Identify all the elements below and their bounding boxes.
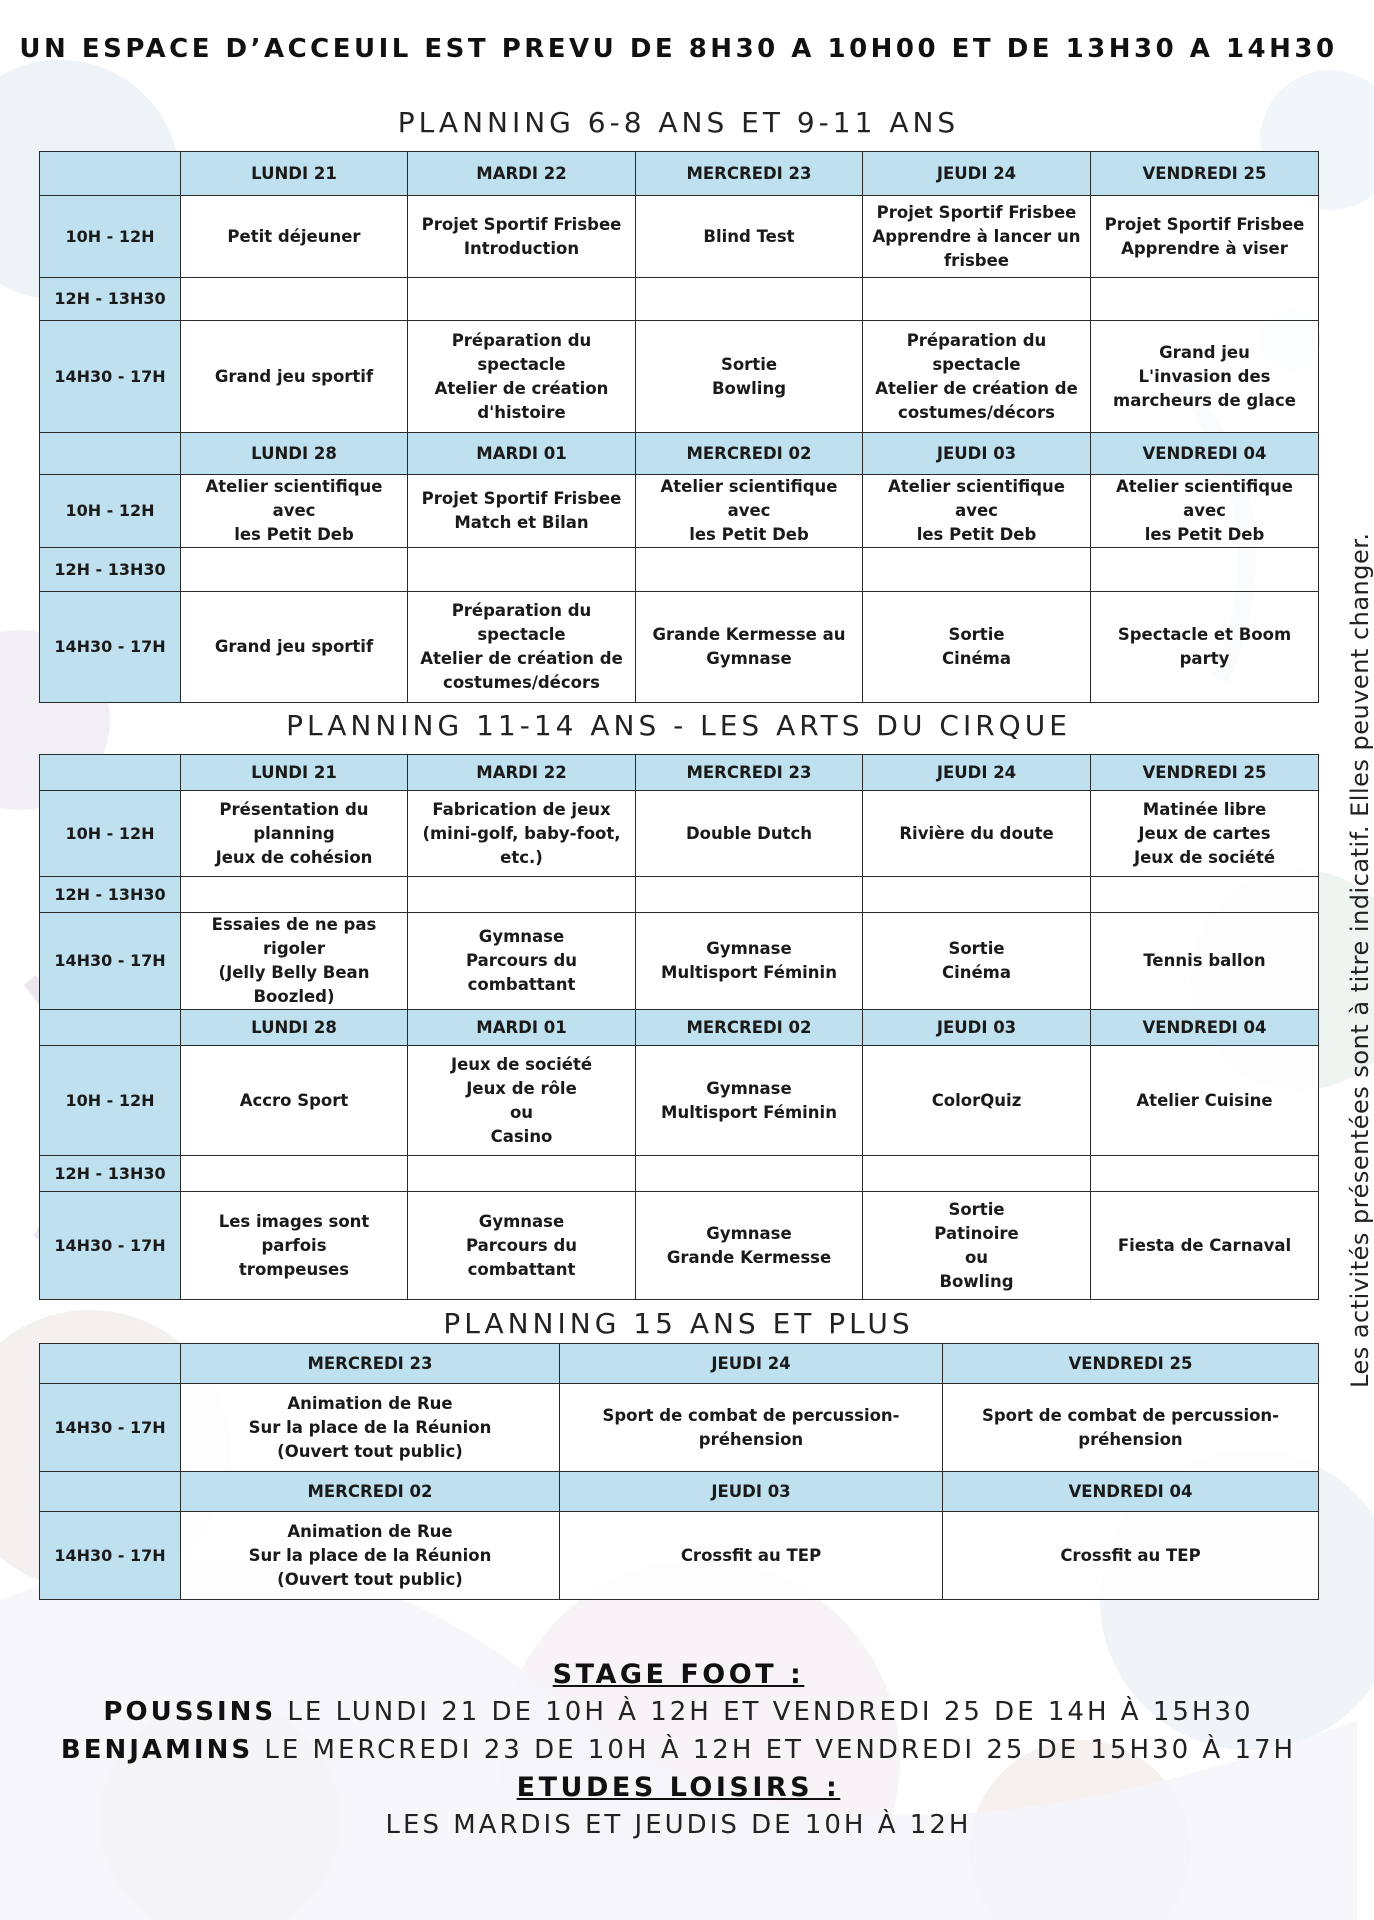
activity-cell: Matinée libre Jeux de cartes Jeux de société [1091, 791, 1319, 877]
time-slot: 12H - 13H30 [40, 548, 181, 592]
planning-6-11-title: PLANNING 6-8 ANS ET 9-11 ANS [397, 106, 960, 139]
activity-cell [636, 278, 863, 321]
activity-cell: Projet Sportif Frisbee Apprendre à lancer un frisbee [863, 196, 1091, 278]
day-header: VENDREDI 04 [1091, 433, 1319, 475]
time-slot: 14H30 - 17H [40, 592, 181, 703]
activity-cell: Projet Sportif Frisbee Introduction [408, 196, 636, 278]
activity-cell: Atelier scientifique avec les Petit Deb [181, 475, 408, 548]
activity-cell: Tennis ballon [1091, 913, 1319, 1010]
day-header: MERCREDI 23 [636, 152, 863, 196]
activity-cell: Sortie Patinoire ou Bowling [863, 1192, 1091, 1300]
activity-cell: Petit déjeuner [181, 196, 408, 278]
activity-cell: Gymnase Grande Kermesse [636, 1192, 863, 1300]
activity-cell [636, 1156, 863, 1192]
day-header: VENDREDI 04 [1091, 1010, 1319, 1046]
etudes-loisirs-title: ETUDES LOISIRS : [516, 1772, 841, 1803]
day-header: JEUDI 03 [560, 1472, 943, 1512]
day-header: MARDI 01 [408, 433, 636, 475]
day-header: JEUDI 03 [863, 433, 1091, 475]
activity-cell: Projet Sportif Frisbee Match et Bilan [408, 475, 636, 548]
day-header: VENDREDI 25 [1091, 152, 1319, 196]
corner-cell [40, 152, 181, 196]
day-header: MERCREDI 02 [636, 1010, 863, 1046]
activity-cell: Les images sont parfois trompeuses [181, 1192, 408, 1300]
activity-cell: Atelier scientifique avec les Petit Deb [1091, 475, 1319, 548]
activity-cell: Accro Sport [181, 1046, 408, 1156]
activity-cell [181, 278, 408, 321]
day-header: VENDREDI 25 [943, 1344, 1319, 1384]
poussins-text: LE LUNDI 21 DE 10H À 12H ET VENDREDI 25 DE 14H À 15H30 [276, 1697, 1254, 1727]
activity-cell: Préparation du spectacle Atelier de création de costumes/décors [863, 321, 1091, 433]
benjamins-label: BENJAMINS [60, 1735, 254, 1765]
poussins-line [0, 1697, 1357, 1727]
day-header: LUNDI 21 [181, 152, 408, 196]
activity-cell: Projet Sportif Frisbee Apprendre à viser [1091, 196, 1319, 278]
activity-cell [1091, 548, 1319, 592]
activity-cell: Sport de combat de percussion- préhension [943, 1384, 1319, 1472]
time-slot: 14H30 - 17H [40, 1512, 181, 1600]
planning-15-plus-table [39, 1343, 1319, 1600]
activity-cell [636, 877, 863, 913]
planning-11-14-title: PLANNING 11-14 ANS - LES ARTS DU CIRQUE [286, 709, 1071, 742]
activity-cell: Double Dutch [636, 791, 863, 877]
benjamins-text: LE MERCREDI 23 DE 10H À 12H ET VENDREDI 25 DE 15H30 À 17H [253, 1735, 1297, 1765]
activity-cell: Grande Kermesse au Gymnase [636, 592, 863, 703]
day-header: MARDI 22 [408, 755, 636, 791]
activity-cell [863, 877, 1091, 913]
activity-cell: ColorQuiz [863, 1046, 1091, 1156]
benjamins-line [0, 1735, 1357, 1765]
planning-6-11-table [39, 151, 1319, 703]
day-header: JEUDI 24 [863, 152, 1091, 196]
activity-cell: Présentation du planning Jeux de cohésion [181, 791, 408, 877]
activity-cell: Sortie Cinéma [863, 913, 1091, 1010]
time-slot: 12H - 13H30 [40, 1156, 181, 1192]
opening-hours-header: UN ESPACE D’ACCEUIL EST PREVU DE 8H30 A 10H00 ET DE 13H30 A 14H30 [19, 34, 1338, 64]
corner-cell [40, 755, 181, 791]
activity-cell: Grand jeu L'invasion des marcheurs de glace [1091, 321, 1319, 433]
activity-cell: Fabrication de jeux (mini-golf, baby-foot, etc.) [408, 791, 636, 877]
activity-cell [1091, 278, 1319, 321]
time-slot: 10H - 12H [40, 475, 181, 548]
activity-cell: Animation de Rue Sur la place de la Réunion (Ouvert tout public) [181, 1384, 560, 1472]
activity-cell [181, 877, 408, 913]
day-header: LUNDI 28 [181, 433, 408, 475]
activity-cell: Crossfit au TEP [560, 1512, 943, 1600]
activity-cell: Jeux de société Jeux de rôle ou Casino [408, 1046, 636, 1156]
day-header: JEUDI 24 [560, 1344, 943, 1384]
time-slot: 14H30 - 17H [40, 1384, 181, 1472]
activity-cell: Grand jeu sportif [181, 592, 408, 703]
day-header: MERCREDI 02 [636, 433, 863, 475]
activity-cell: Gymnase Parcours du combattant [408, 913, 636, 1010]
disclaimer-note: Les activités présentées sont à titre indicatif. Elles peuvent changer. [1346, 532, 1374, 1388]
poussins-label: POUSSINS [103, 1697, 277, 1727]
activity-cell [863, 278, 1091, 321]
time-slot: 12H - 13H30 [40, 877, 181, 913]
activity-cell: Crossfit au TEP [943, 1512, 1319, 1600]
time-slot: 14H30 - 17H [40, 913, 181, 1010]
activity-cell: Atelier scientifique avec les Petit Deb [863, 475, 1091, 548]
time-slot: 10H - 12H [40, 791, 181, 877]
activity-cell [408, 877, 636, 913]
day-header: MARDI 01 [408, 1010, 636, 1046]
activity-cell: Rivière du doute [863, 791, 1091, 877]
corner-cell [40, 433, 181, 475]
activity-cell: Sport de combat de percussion- préhension [560, 1384, 943, 1472]
activity-cell [181, 1156, 408, 1192]
activity-cell: Sortie Bowling [636, 321, 863, 433]
activity-cell: Sortie Cinéma [863, 592, 1091, 703]
activity-cell [1091, 877, 1319, 913]
activity-cell [408, 1156, 636, 1192]
corner-cell [40, 1472, 181, 1512]
activity-cell: Fiesta de Carnaval [1091, 1192, 1319, 1300]
corner-cell [40, 1344, 181, 1384]
day-header: MERCREDI 23 [181, 1344, 560, 1384]
day-header: JEUDI 24 [863, 755, 1091, 791]
day-header: JEUDI 03 [863, 1010, 1091, 1046]
day-header: VENDREDI 04 [943, 1472, 1319, 1512]
activity-cell: Essaies de ne pas rigoler (Jelly Belly Bean Boozled) [181, 913, 408, 1010]
activity-cell: Atelier Cuisine [1091, 1046, 1319, 1156]
corner-cell [40, 1010, 181, 1046]
activity-cell: Grand jeu sportif [181, 321, 408, 433]
activity-cell [636, 548, 863, 592]
activity-cell [181, 548, 408, 592]
activity-cell [863, 1156, 1091, 1192]
stage-foot-title: STAGE FOOT : [552, 1659, 805, 1690]
activity-cell: Atelier scientifique avec les Petit Deb [636, 475, 863, 548]
day-header: LUNDI 21 [181, 755, 408, 791]
activity-cell: Animation de Rue Sur la place de la Réunion (Ouvert tout public) [181, 1512, 560, 1600]
time-slot: 12H - 13H30 [40, 278, 181, 321]
activity-cell [1091, 1156, 1319, 1192]
day-header: MERCREDI 02 [181, 1472, 560, 1512]
activity-cell: Préparation du spectacle Atelier de création de costumes/décors [408, 592, 636, 703]
day-header: MERCREDI 23 [636, 755, 863, 791]
planning-11-14-table [39, 754, 1319, 1300]
day-header: LUNDI 28 [181, 1010, 408, 1046]
time-slot: 14H30 - 17H [40, 321, 181, 433]
activity-cell: Spectacle et Boom party [1091, 592, 1319, 703]
activity-cell [863, 548, 1091, 592]
time-slot: 10H - 12H [40, 1046, 181, 1156]
activity-cell: Gymnase Multisport Féminin [636, 913, 863, 1010]
day-header: MARDI 22 [408, 152, 636, 196]
activity-cell: Préparation du spectacle Atelier de création d'histoire [408, 321, 636, 433]
etudes-loisirs-text: LES MARDIS ET JEUDIS DE 10H À 12H [385, 1810, 972, 1840]
time-slot: 10H - 12H [40, 196, 181, 278]
activity-cell: Gymnase Parcours du combattant [408, 1192, 636, 1300]
activity-cell [408, 278, 636, 321]
activity-cell: Gymnase Multisport Féminin [636, 1046, 863, 1156]
activity-cell [408, 548, 636, 592]
time-slot: 14H30 - 17H [40, 1192, 181, 1300]
day-header: VENDREDI 25 [1091, 755, 1319, 791]
planning-15-plus-title: PLANNING 15 ANS ET PLUS [443, 1307, 914, 1340]
activity-cell: Blind Test [636, 196, 863, 278]
